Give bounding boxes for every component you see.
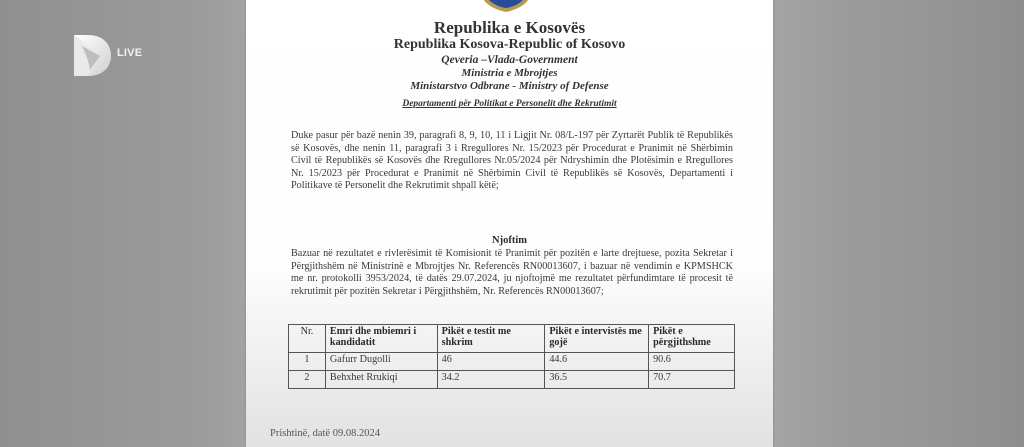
- cell-name: Behxhet Rrukiqi: [325, 371, 437, 389]
- header-department: Departamenti për Politikat e Personelit dhe Rekrutimit: [402, 99, 617, 109]
- cell-written-test: 34.2: [437, 371, 545, 389]
- cell-nr: 1: [289, 353, 326, 371]
- table-header-row: [289, 325, 735, 353]
- cell-written-test: 46: [437, 353, 545, 371]
- notice-paragraph: Bazuar në rezultatet e rivlerësimit të Komisionit të Pranimit për pozitën e larte drejtuese, pozita Sekretar i Përgjithshëm në Ministrinë e Mbrojtjes Nr. Referencës RN00013607, i bazuar në vendimin e KPMSHCK me nr. protokolli 3953/2024, të datës 29.07.2024, ju njoftojmë me rezultatet përfundimtare të procesit të rekrutimit për pozitën Sekretar i Përgjithshëm, Nr. Referencës RN00013607;: [291, 248, 733, 297]
- document-page: [246, 0, 773, 447]
- notice-title: Njoftim: [492, 235, 527, 246]
- channel-logo: [72, 32, 162, 82]
- column-header-nr: Nr.: [289, 325, 326, 353]
- header-republic-albanian: Republika e Kosovës: [433, 18, 586, 37]
- column-header-total: Pikët e përgjithshme: [649, 325, 735, 353]
- results-table: [288, 324, 735, 389]
- kosovo-coat-of-arms-icon: [476, 0, 536, 12]
- column-header-interview: Pikët e intervistës me gojë: [545, 325, 649, 353]
- cell-interview: 44.6: [545, 353, 649, 371]
- cell-nr: 2: [289, 371, 326, 389]
- place-and-date: Prishtinë, datë 09.08.2024: [270, 428, 380, 439]
- header-ministry-albanian: Ministria e Mbrojtjes: [461, 67, 558, 79]
- table-row: [289, 353, 735, 371]
- cell-name: Gafurr Dugolli: [325, 353, 437, 371]
- header-republic-serbian-english: Republika Kosova-Republic of Kosovo: [393, 37, 626, 52]
- d-channel-logo-icon: [72, 32, 112, 78]
- intro-paragraph: Duke pasur për bazë nenin 39, paragrafi 8, 9, 10, 11 i Ligjit Nr. 08/L-197 për Zyrtarët Publik të Republikës së Kosovës, dhe nenin 11, paragrafi 3 i Rregullores Nr. 15/2023 për Procedurat e Pranimit në Shërbimin Civil të Republikës së Kosovës dhe Rregullores Nr.05/2024 për Ndryshimin dhe Plotësimin e Rregullores Nr. 15/2023 për Procedurat e Pranimit në Shërbimin Civil të Republikës së Kosovës, Departamenti i Politikave të Personelit dhe Rekrutimit shpall këtë;: [291, 130, 733, 192]
- column-header-written-test: Pikët e testit me shkrim: [437, 325, 545, 353]
- table-row: [289, 371, 735, 389]
- header-ministry-serbian-english: Ministarstvo Odbrane - Ministry of Defense: [410, 80, 609, 92]
- header-government: Qeveria –Vlada-Government: [441, 54, 578, 66]
- cell-total: 90.6: [649, 353, 735, 371]
- cell-interview: 36.5: [545, 371, 649, 389]
- column-header-name: Emri dhe mbiemri i kandidatit: [325, 325, 437, 353]
- cell-total: 70.7: [649, 371, 735, 389]
- live-label: LIVE: [117, 47, 143, 59]
